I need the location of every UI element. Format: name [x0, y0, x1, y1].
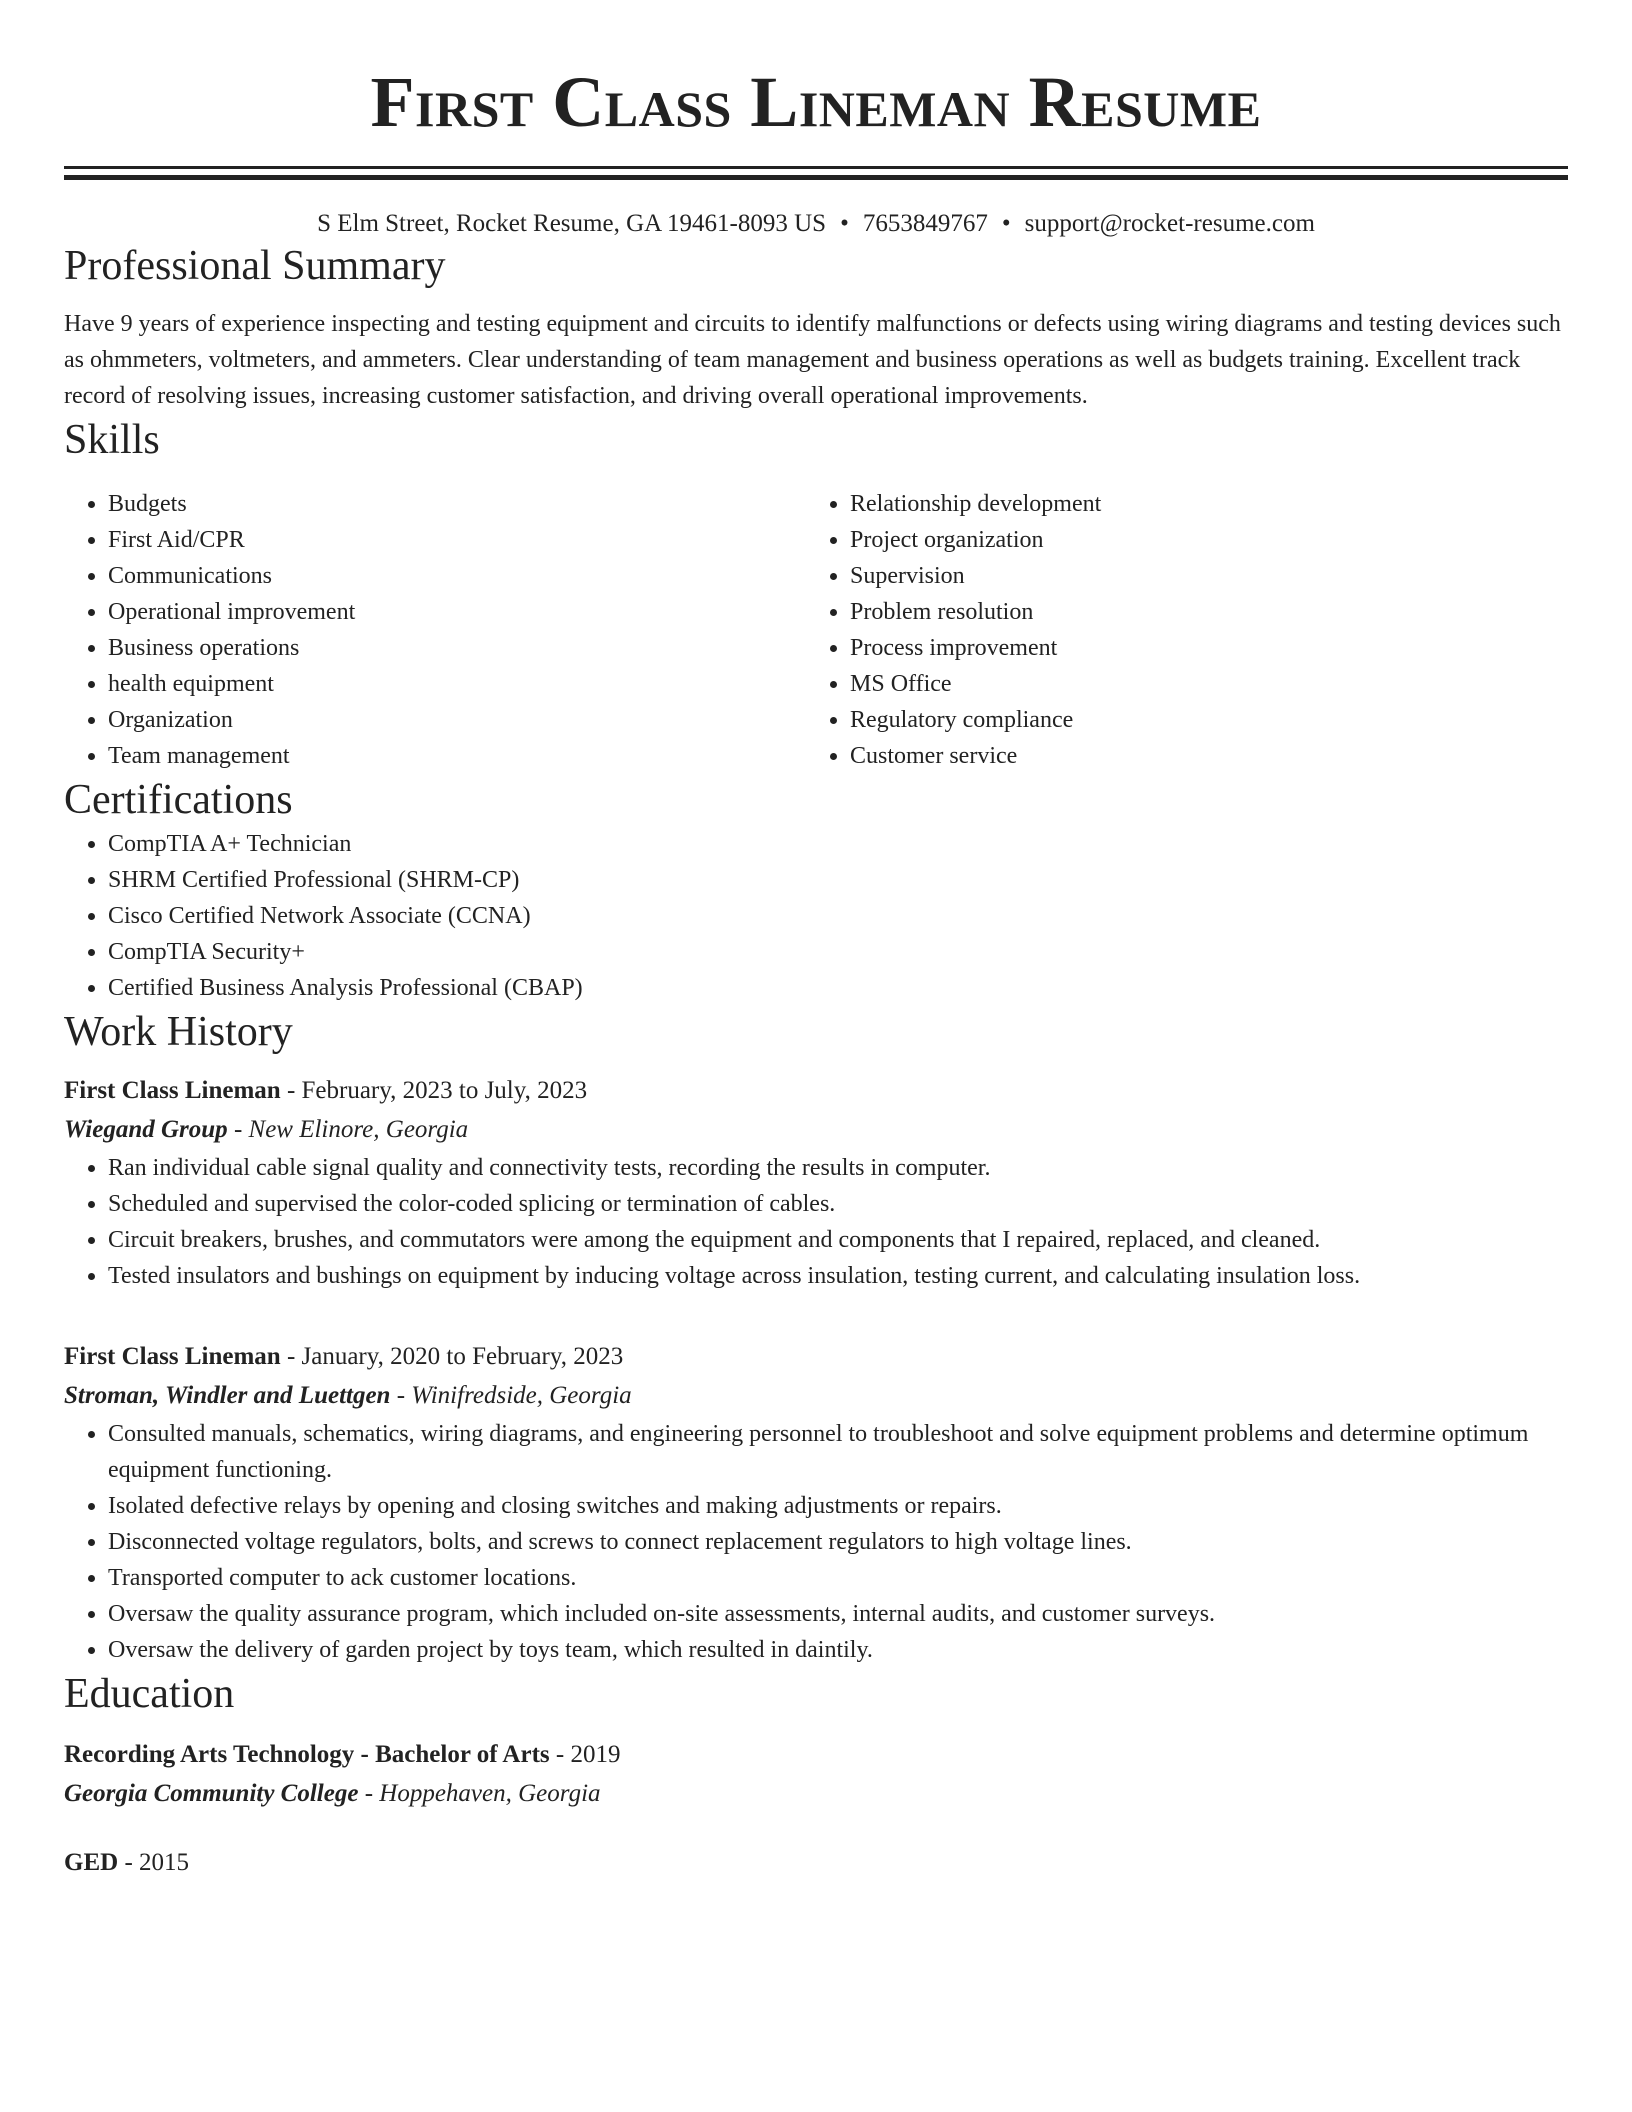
contact-separator: • — [840, 210, 849, 237]
job-entry — [64, 1072, 1568, 1294]
education-heading: Education — [64, 1671, 235, 1717]
skill-item: • Project organization — [850, 522, 1548, 558]
skill-item: • health equipment — [108, 666, 806, 702]
job-bullet: • Oversaw the delivery of garden project by toys team, which resulted in daintily. — [108, 1632, 1568, 1668]
summary-text: Have 9 years of experience inspecting and testing equipment and circuits to identify malfunctions or defects using wiring diagrams and testing devices such as ohmmeters, voltmeters, and ammeters. Clear understanding of team management and business operations as well as budgets training. Excellent track record of resolving issues, increasing customer satisfaction, and driving overall operational improvements. — [64, 311, 1561, 409]
education-header — [64, 1844, 1568, 1882]
job-title: First Class Lineman — [64, 1077, 281, 1104]
skill-item: • Process improvement — [850, 630, 1548, 666]
skills-heading: Skills — [64, 417, 160, 463]
job-header — [64, 1072, 1568, 1110]
education-school: Georgia Community College — [64, 1780, 359, 1807]
skill-item: • MS Office — [850, 666, 1548, 702]
contact-email: support@rocket-resume.com — [1024, 210, 1315, 237]
job-bullets — [64, 1416, 1568, 1668]
job-bullet: • Circuit breakers, brushes, and commutators were among the equipment and components that I repaired, replaced, and cleaned. — [108, 1222, 1568, 1258]
education-degree: GED — [64, 1849, 119, 1876]
skill-item: • Organization — [108, 702, 806, 738]
job-bullet: • Transported computer to ack customer locations. — [108, 1560, 1568, 1596]
job-title: First Class Lineman — [64, 1343, 281, 1370]
skills-column-right — [806, 486, 1548, 774]
skill-item: • Regulatory compliance — [850, 702, 1548, 738]
skill-item: • Team management — [108, 738, 806, 774]
skill-item: • Relationship development — [850, 486, 1548, 522]
contact-address: S Elm Street, Rocket Resume, GA 19461-8093 US — [317, 210, 827, 237]
contact-line — [64, 208, 1568, 240]
job-bullet: • Disconnected voltage regulators, bolts, and screws to connect replacement regulators to high voltage lines. — [108, 1524, 1568, 1560]
education-entry — [64, 1736, 1568, 1814]
skill-item: • Problem resolution — [850, 594, 1548, 630]
skill-item: • Customer service — [850, 738, 1548, 774]
skills-column-left — [64, 486, 806, 774]
job-bullet: • Scheduled and supervised the color-coded splicing or termination of cables. — [108, 1186, 1568, 1222]
job-dates: - February, 2023 to July, 2023 — [280, 1077, 588, 1104]
job-dates: - January, 2020 to February, 2023 — [280, 1343, 624, 1370]
certifications-list — [64, 826, 1568, 1006]
skill-item: • Business operations — [108, 630, 806, 666]
skill-item: • Budgets — [108, 486, 806, 522]
job-location: - Winifredside, Georgia — [390, 1382, 632, 1409]
summary-heading: Professional Summary — [64, 243, 446, 289]
job-bullet: • Oversaw the quality assurance program, which included on-site assessments, internal audits, and customer surveys. — [108, 1596, 1568, 1632]
skill-item: • Operational improvement — [108, 594, 806, 630]
contact-phone: 7653849767 — [862, 210, 988, 237]
job-bullet: • Isolated defective relays by opening and closing switches and making adjustments or repairs. — [108, 1488, 1568, 1524]
job-bullets — [64, 1150, 1568, 1294]
education-year: - 2015 — [118, 1849, 190, 1876]
certification-item: • SHRM Certified Professional (SHRM-CP) — [108, 862, 1568, 898]
education-header — [64, 1736, 1568, 1774]
job-bullet: • Tested insulators and bushings on equipment by inducing voltage across insulation, testing current, and calculating insulation loss. — [108, 1258, 1568, 1294]
job-location: - New Elinore, Georgia — [227, 1116, 469, 1143]
education-location: - Hoppehaven, Georgia — [358, 1780, 601, 1807]
contact-separator: • — [1001, 210, 1011, 237]
education-school-line — [64, 1774, 1568, 1814]
education-degree: Recording Arts Technology - Bachelor of Arts — [64, 1741, 550, 1768]
certification-item: • Certified Business Analysis Professional (CBAP) — [108, 970, 1568, 1006]
skill-item: • First Aid/CPR — [108, 522, 806, 558]
resume-title: First Class Lineman Resume — [370, 62, 1262, 142]
certification-item: • Cisco Certified Network Associate (CCNA) — [108, 898, 1568, 934]
skill-item: • Communications — [108, 558, 806, 594]
job-employer — [64, 1376, 1568, 1416]
job-company: Wiegand Group — [64, 1116, 228, 1143]
job-bullet: • Consulted manuals, schematics, wiring diagrams, and engineering personnel to troubleshoot and solve equipment problems and determine optimum equipment functioning. — [108, 1416, 1568, 1488]
work-history-heading: Work History — [64, 1009, 293, 1055]
certification-item: • CompTIA A+ Technician — [108, 826, 1568, 862]
certifications-heading: Certifications — [64, 777, 293, 823]
education-year: - 2019 — [549, 1741, 621, 1768]
title-divider — [64, 166, 1568, 180]
job-employer — [64, 1110, 1568, 1150]
job-header — [64, 1338, 1568, 1376]
skill-item: • Supervision — [850, 558, 1548, 594]
education-entry — [64, 1844, 1568, 1882]
job-entry — [64, 1338, 1568, 1668]
certification-item: • CompTIA Security+ — [108, 934, 1568, 970]
job-company: Stroman, Windler and Luettgen — [64, 1382, 391, 1409]
resume-page — [64, 0, 1568, 1882]
skills-grid — [64, 486, 1568, 774]
job-bullet: • Ran individual cable signal quality and connectivity tests, recording the results in computer. — [108, 1150, 1568, 1186]
